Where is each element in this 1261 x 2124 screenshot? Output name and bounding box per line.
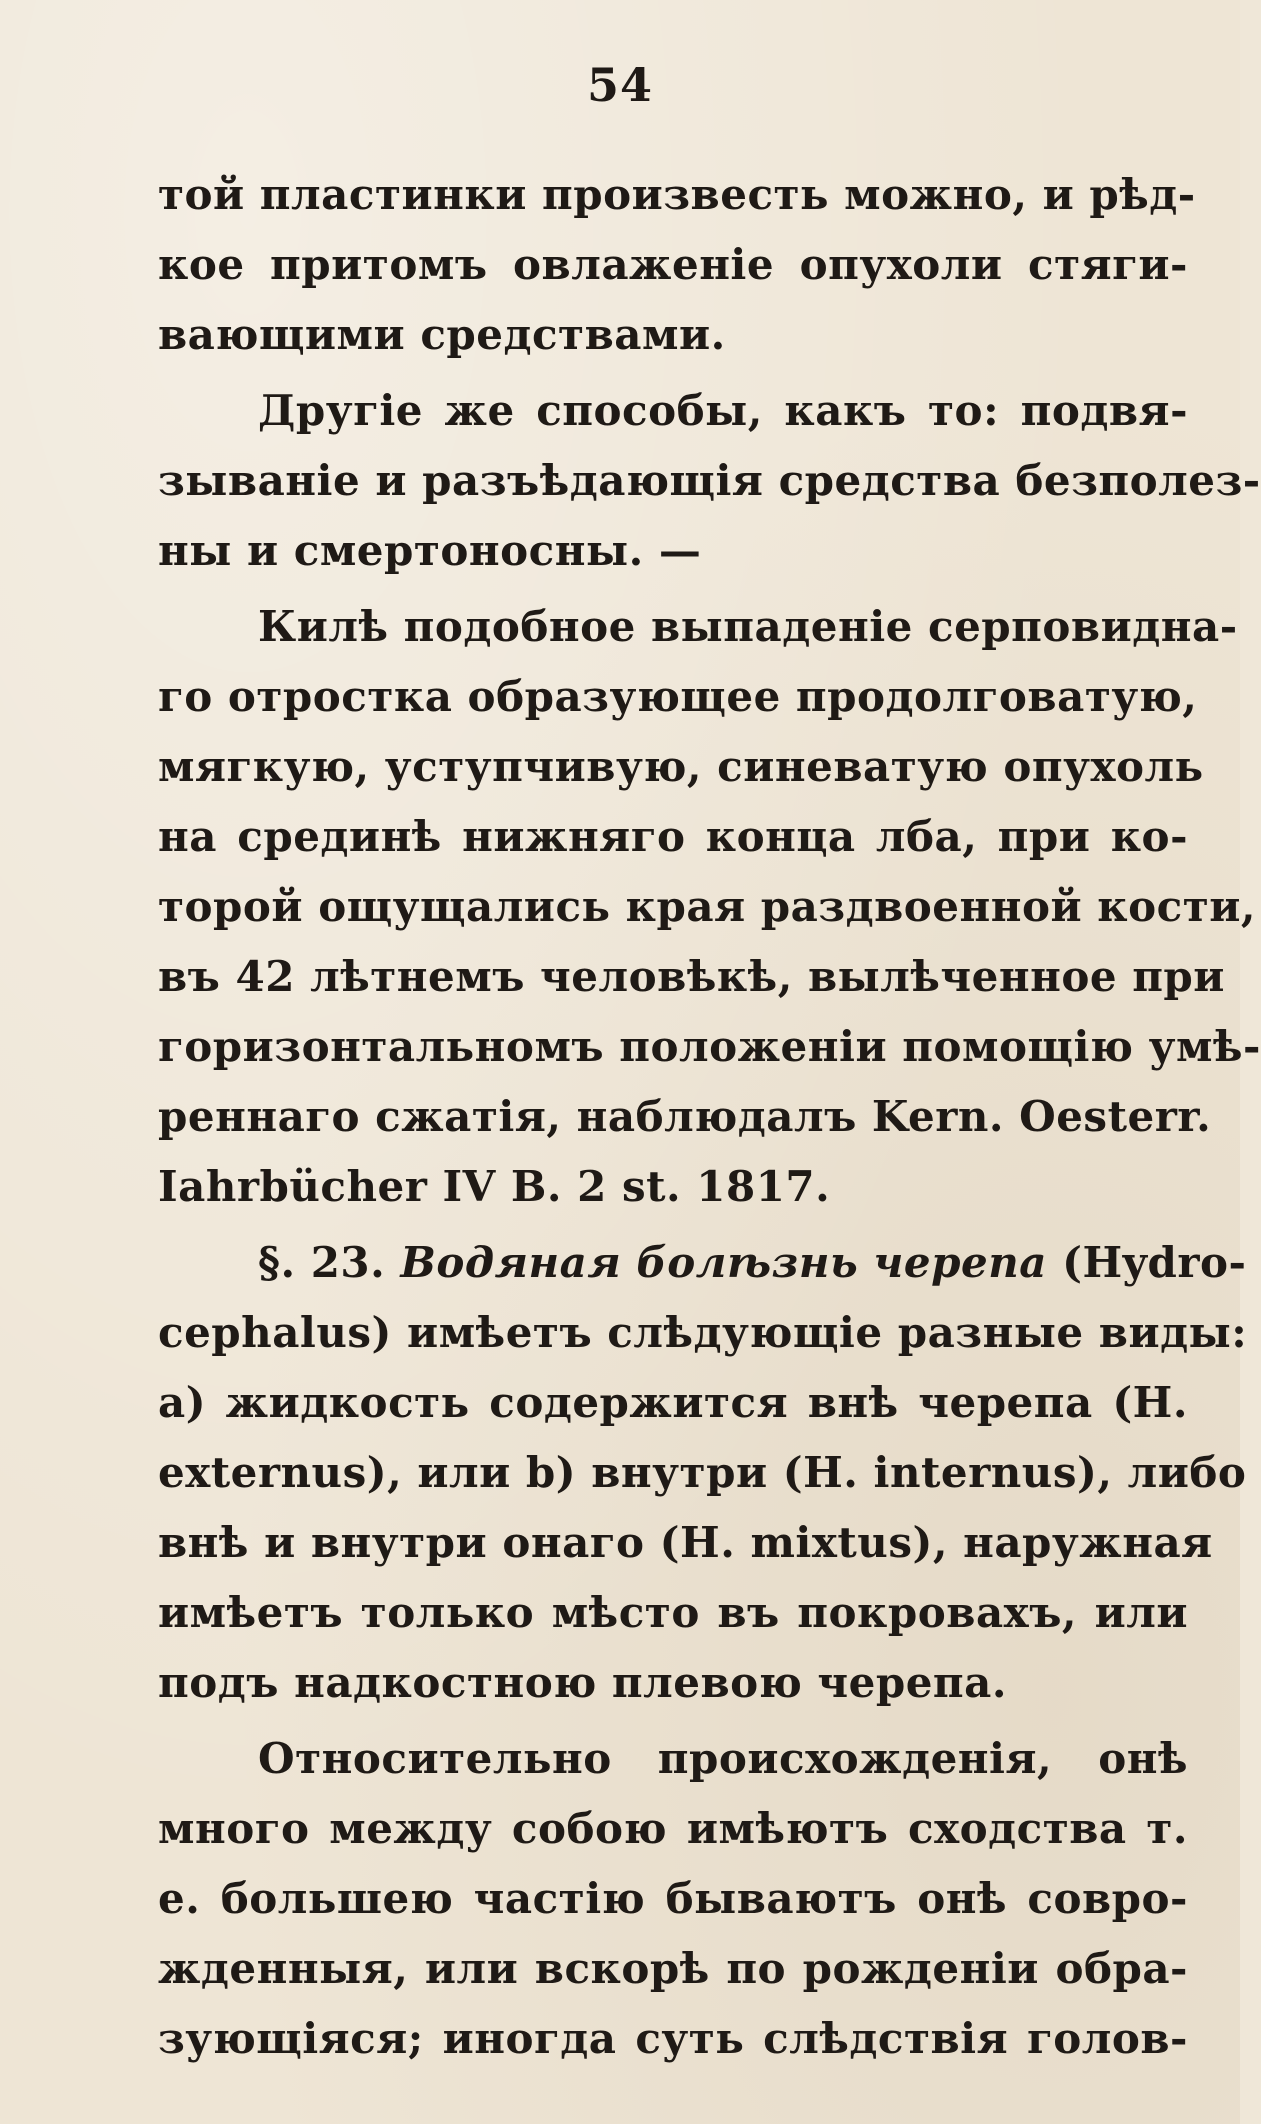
text-line: много между собою имѣютъ сходства т. xyxy=(158,1804,1188,1853)
text-line: (Hydro- xyxy=(1062,1238,1247,1287)
section-mark: §. 23. xyxy=(258,1238,386,1287)
text-line: реннаго сжатія, наблюдалъ Kern. Oesterr. xyxy=(158,1092,1212,1141)
text-line: торой ощущались края раздвоенной кости, xyxy=(158,882,1257,931)
text-line: зующіяся; иногда суть слѣдствія голов- xyxy=(158,2014,1188,2063)
body-text xyxy=(158,160,1261,2074)
section-heading-line xyxy=(158,1228,1247,1298)
paragraph-2 xyxy=(158,376,1261,586)
text-line: той пластинки произвесть можно, и рѣд- xyxy=(158,170,1196,219)
text-line: имѣетъ только мѣсто въ покровахъ, или xyxy=(158,1588,1188,1637)
text-line: на срединѣ нижняго конца лба, при ко- xyxy=(158,812,1188,861)
text-line: го отростка образующее продолговатую, xyxy=(158,672,1198,721)
paragraph-5 xyxy=(158,1724,1188,2074)
text-line: кое притомъ овлаженіе опухоли стяги- xyxy=(158,240,1188,289)
paragraph-1 xyxy=(158,160,1196,370)
paragraph-section-23 xyxy=(158,1228,1248,1718)
text-line: externus), или b) внутри (H. internus), либо xyxy=(158,1448,1247,1497)
text-line: Килѣ подобное выпаденіе серповидна- xyxy=(258,602,1238,651)
text-line: Относительно происхожденія, онѣ xyxy=(258,1734,1188,1783)
text-line: вающими средствами. xyxy=(158,310,726,359)
text-line: е. большею частію бываютъ онѣ совро- xyxy=(158,1874,1188,1923)
text-line: подъ надкостною плевою черепа. xyxy=(158,1658,1008,1707)
text-line: въ 42 лѣтнемъ человѣкѣ, вылѣченное при xyxy=(158,952,1225,1001)
paragraph-3 xyxy=(158,592,1261,1222)
text-line: внѣ и внутри онаго (H. mixtus), наружная xyxy=(158,1518,1213,1567)
text-line: a) жидкость содержится внѣ черепа (H. xyxy=(158,1378,1188,1427)
text-line: горизонтальномъ положеніи помощію умѣ- xyxy=(158,1022,1261,1071)
text-line: Другіе же способы, какъ то: подвя- xyxy=(258,386,1188,435)
text-line: жденныя, или вскорѣ по рожденіи обра- xyxy=(158,1944,1188,1993)
text-line: ны и смертоносны. — xyxy=(158,526,702,575)
page-number: 54 xyxy=(586,58,653,112)
text-line: зываніе и разъѣдающія средства безполез- xyxy=(158,456,1261,505)
text-line: мягкую, уступчивую, синеватую опухоль xyxy=(158,742,1204,791)
section-title: Водяная болѣзнь черепа xyxy=(400,1238,1047,1287)
text-line: Iahrbücher IV B. 2 st. 1817. xyxy=(158,1162,831,1211)
text-line: cephalus) имѣетъ слѣдующіе разные виды: xyxy=(158,1308,1248,1357)
